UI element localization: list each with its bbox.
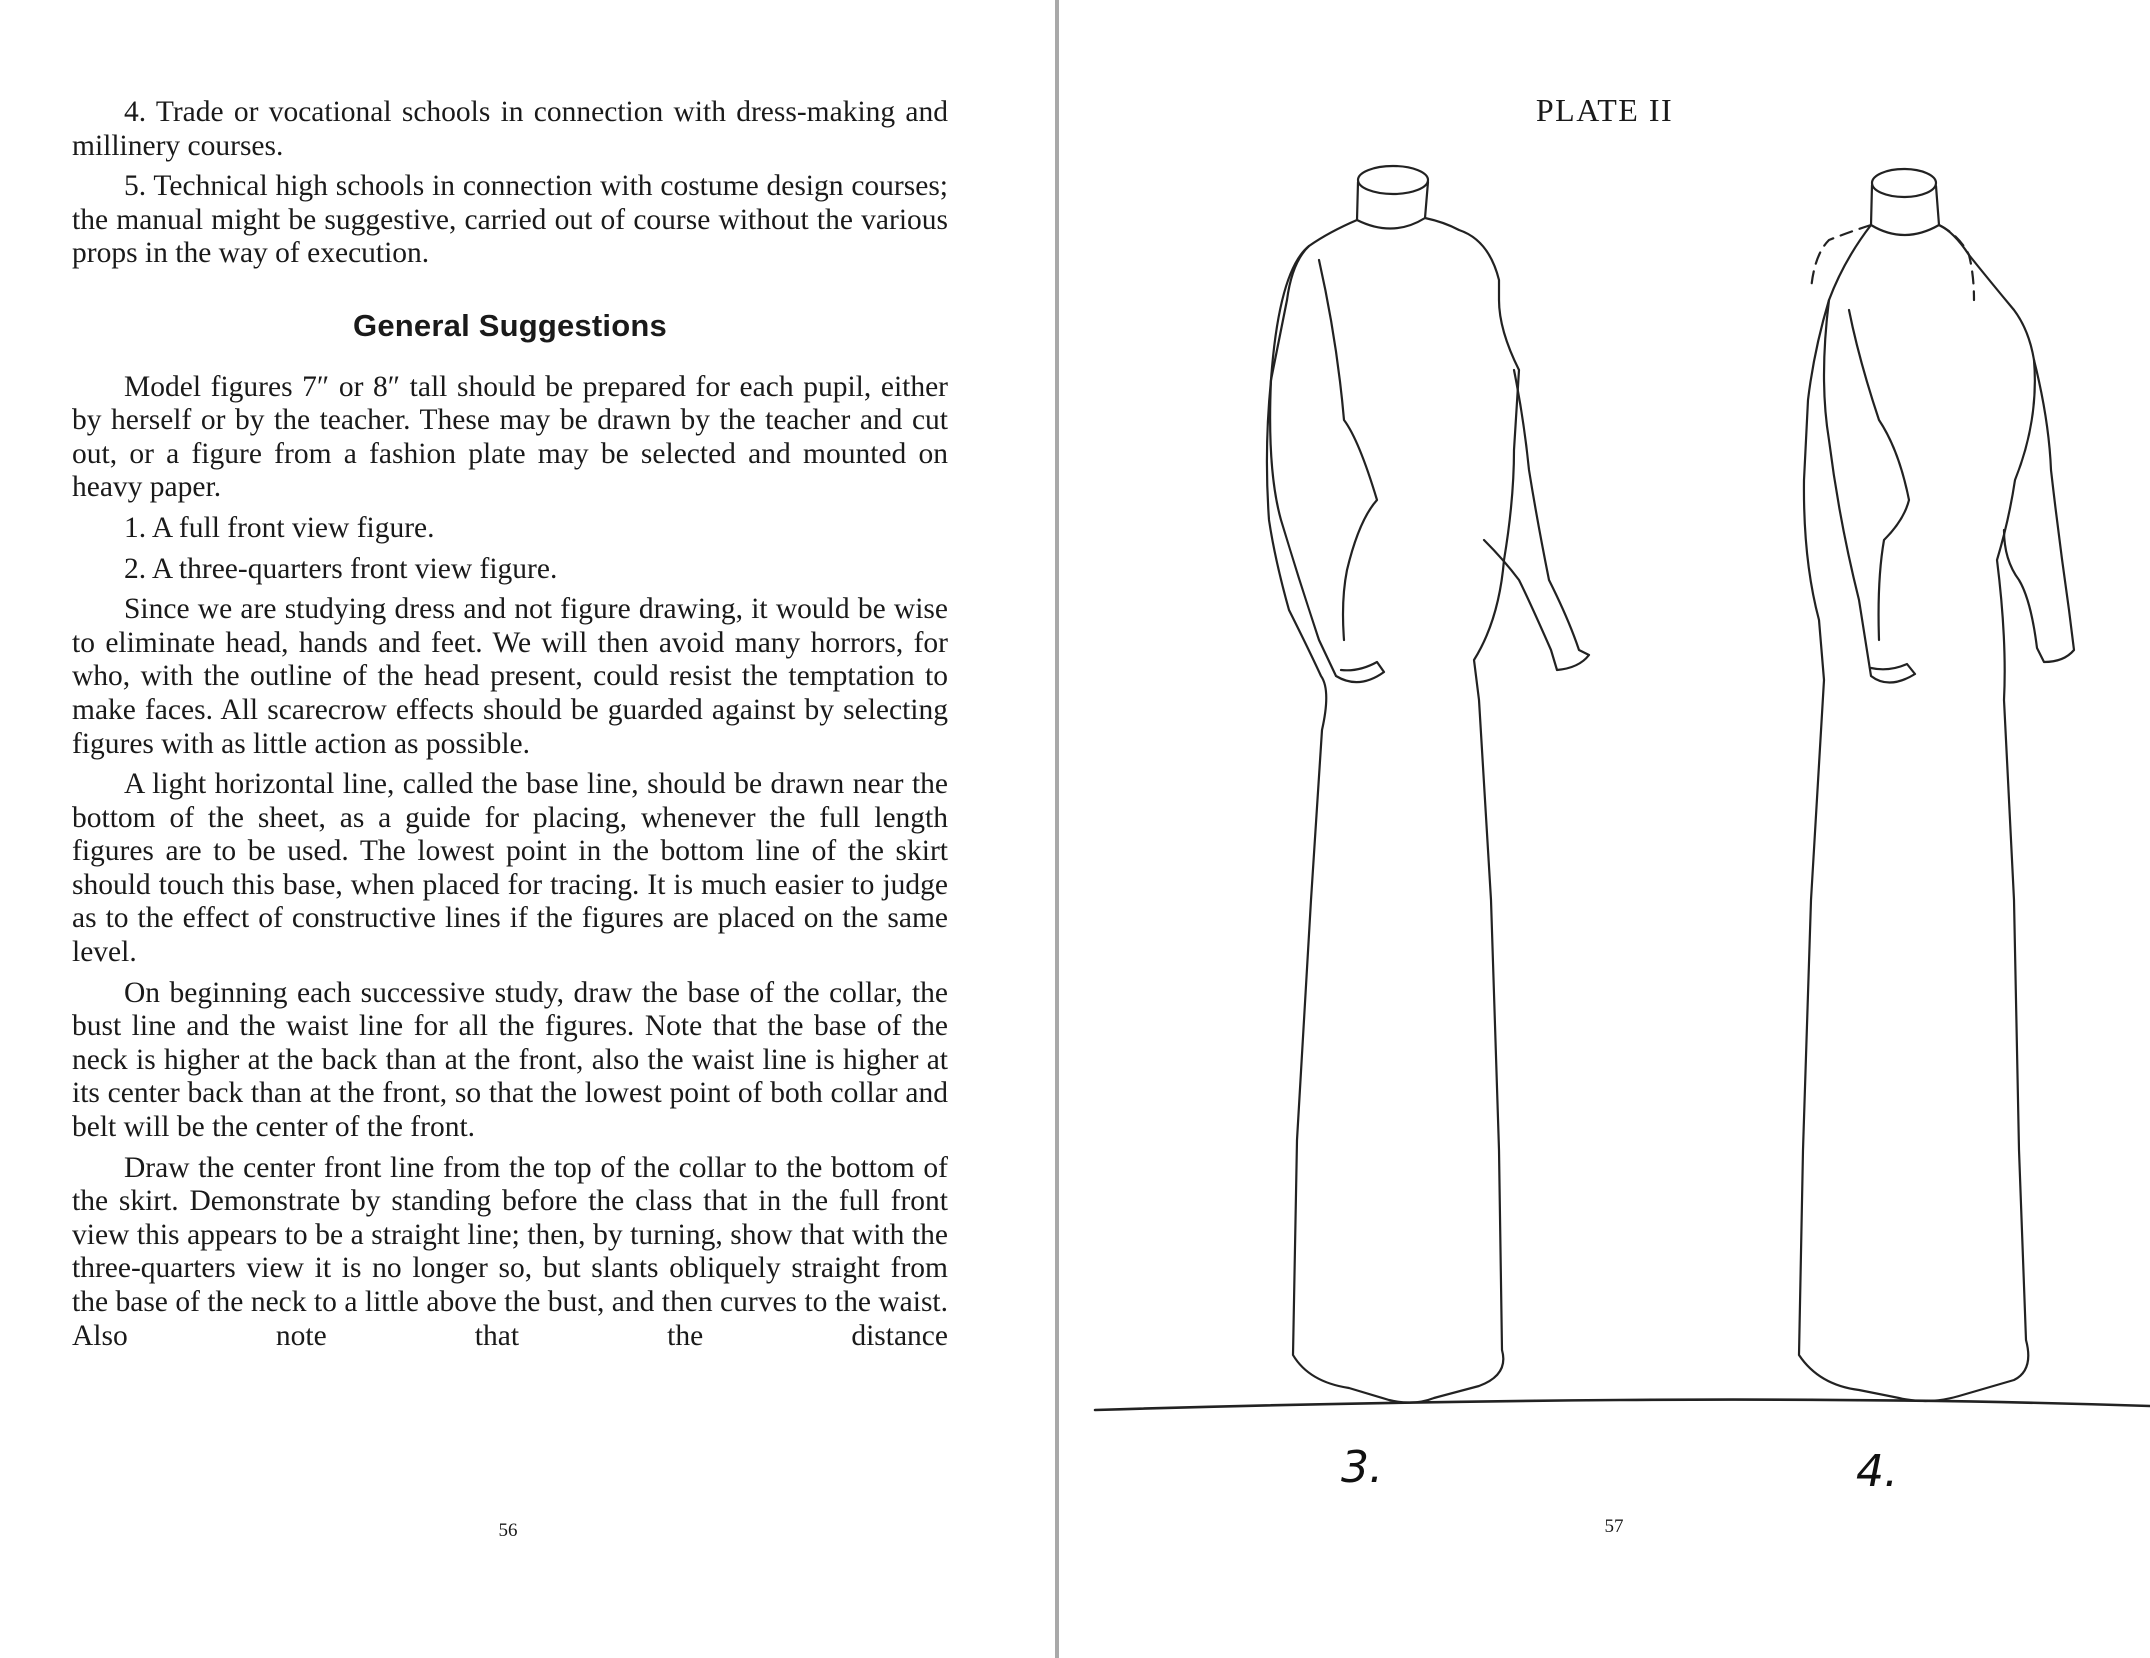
paragraph-center-front-line: Draw the center front line from the top of the collar to the bottom of the skirt. Demonstrate by standing before the class that in the full front view this appears to be a straight line; then, by turning, show that with the three-quarters view it is no longer so, but slants obliquely straight from the base of the neck to a little above the bust, and then curves to the waist. Also note that the distance — [72, 1151, 948, 1352]
figure-label-3: 3. — [1341, 1442, 1383, 1493]
paragraph-trade-schools: 4. Trade or vocational schools in connection with dress-making and millinery courses. — [72, 96, 948, 162]
page-number-left: 56 — [498, 1520, 518, 1541]
figure-label-4: 4. — [1856, 1446, 1898, 1497]
dress-figure-front-view — [1267, 166, 1589, 1403]
paragraph-technical-schools: 5. Technical high schools in connection with costume design courses; the manual might be suggestive, carried out of course without the various props in the way of execution. — [72, 170, 948, 270]
left-sleeve-three-quarters — [1824, 300, 1915, 683]
paragraph-successive-study: On beginning each successive study, draw the base of the collar, the bust line and the waist line for all the figures. Note that the base of the neck is higher at the back than at the front, also the waist line is higher at its center back than at the front, so that the lowest point of both collar and belt will be the center of the front. — [72, 976, 948, 1144]
dashed-shoulder-right — [1939, 225, 1974, 300]
base-line — [1095, 1400, 2150, 1410]
right-sleeve-front — [1484, 370, 1589, 670]
list-item-full-front: 1. A full front view figure. — [124, 511, 435, 544]
right-sleeve-three-quarters — [2004, 360, 2074, 662]
collar-top-front — [1358, 166, 1428, 194]
dress-outline-front — [1267, 218, 1519, 1403]
right-page — [1059, 0, 2150, 1658]
page-number-right: 57 — [1604, 1516, 1624, 1537]
plate-title: PLATE II — [1535, 92, 1674, 128]
paragraph-model-figures: Model figures 7″ or 8″ tall should be prepared for each pupil, either by herself or by the teacher. These may be drawn by the teacher and cut out, or a figure from a fashion plate may be selected and mounted on heavy paper. — [72, 370, 948, 504]
left-page — [0, 0, 1055, 1658]
plate-illustration — [1059, 0, 2150, 1658]
section-heading: General Suggestions — [353, 307, 667, 343]
paragraph-studying-dress: Since we are studying dress and not figure drawing, it would be wise to eliminate head, hands and feet. We will then avoid many horrors, for who, with the outline of the head present, could resist the temptation to make faces. All scarecrow effects should be guarded against by selecting figures with as little action as possible. — [72, 593, 948, 760]
dress-outline-three-quarters — [1799, 225, 2035, 1401]
paragraph-base-line: A light horizontal line, called the base line, should be drawn near the bottom of the sheet, as a guide for placing, whenever the full length figures are to be used. The lowest point in the bottom line of the skirt should touch this base, when placed for tracing. It is much easier to judge as to the effect of constructive lines if the figures are placed on the same level. — [72, 768, 948, 969]
dress-figure-three-quarters-view — [1799, 169, 2074, 1401]
dashed-shoulder-left — [1811, 225, 1871, 290]
left-page-text — [72, 96, 948, 1360]
list-item-three-quarters: 2. A three-quarters front view figure. — [124, 552, 558, 585]
left-sleeve-front — [1270, 246, 1384, 682]
collar-top-three-quarters — [1872, 169, 1936, 197]
